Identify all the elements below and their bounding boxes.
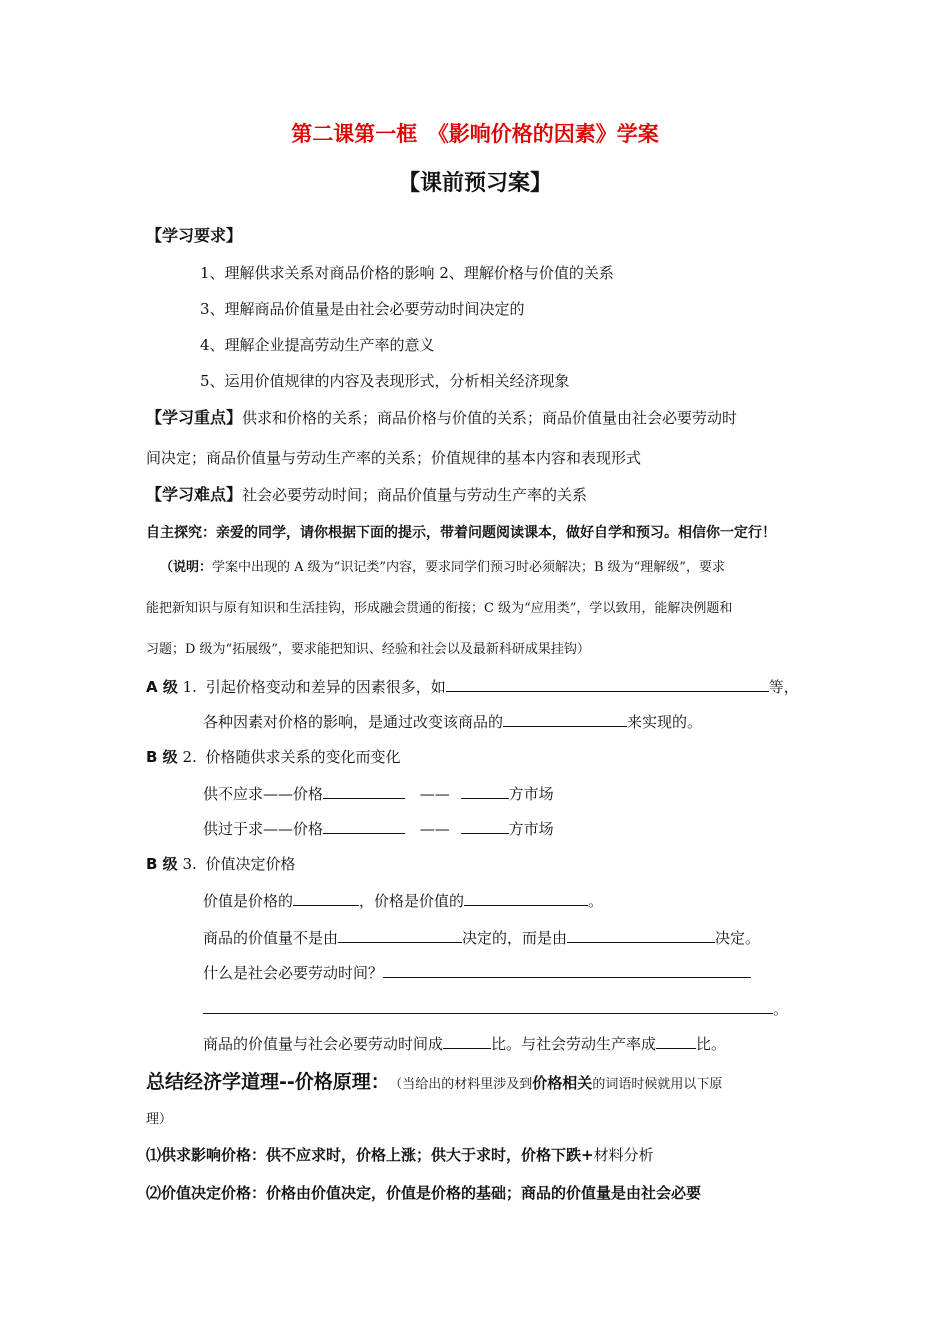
question-text: 。 — [773, 1000, 789, 1018]
note-label: （说明： — [160, 560, 213, 575]
question-number: 2. — [182, 748, 197, 766]
question-1-continued — [203, 711, 702, 732]
answer-blank[interactable] — [383, 962, 751, 978]
answer-blank[interactable] — [656, 1033, 696, 1049]
requirement-item: 4、理解企业提高劳动生产率的意义 — [200, 336, 435, 354]
requirement-item: 3、理解商品价值量是由社会必要劳动时间决定的 — [200, 300, 525, 318]
summary-note-continued: 理） — [146, 1112, 173, 1127]
question-text: 供过于求——价格 — [203, 820, 324, 838]
difficulties-text: 社会必要劳动时间；商品价值量与劳动生产率的关系 — [242, 486, 588, 504]
question-text: 价值决定价格 — [205, 855, 296, 873]
question-text: 各种因素对价格的影响，是通过改变该商品的 — [203, 713, 504, 731]
question-3 — [146, 854, 296, 874]
difficulties — [146, 485, 587, 505]
summary-note-bold: 价格相关 — [532, 1074, 593, 1092]
answer-blank[interactable] — [323, 818, 405, 834]
question-number: 3. — [182, 855, 197, 873]
summary-note: （当给出的材料里涉及到 — [395, 1077, 533, 1092]
question-text: 。 — [588, 892, 604, 910]
question-text: 来实现的。 — [627, 713, 703, 731]
answer-blank[interactable] — [503, 711, 627, 727]
note-text: 学案中出现的 A 级为“识记类”内容，要求同学们预习时必须解决；B 级为“理解级”，要求 — [212, 560, 725, 575]
answer-blank[interactable] — [446, 676, 769, 692]
answer-blank[interactable] — [464, 890, 588, 906]
answer-blank[interactable] — [293, 890, 359, 906]
question-3-row — [203, 1033, 726, 1054]
question-level: B 级 — [146, 855, 178, 873]
question-text: 方市场 — [508, 820, 554, 838]
key-points-heading: 【学习重点】 — [146, 408, 243, 427]
question-text: 价值是价格的 — [203, 892, 294, 910]
question-2-row — [203, 818, 554, 839]
requirement-item: 5、运用价值规律的内容及表现形式，分析相关经济现象 — [200, 372, 570, 390]
question-text: 方市场 — [508, 785, 554, 803]
question-text: 决定。 — [715, 929, 761, 947]
note-line: 习题；D 级为“拓展级”，要求能把知识、经验和社会以及最新科研成果挂钩） — [146, 642, 590, 657]
question-1 — [146, 676, 799, 697]
question-2 — [146, 747, 401, 767]
question-3-row — [203, 927, 760, 948]
question-text: 决定的，而是由 — [462, 929, 568, 947]
requirements-heading: 【学习要求】 — [146, 226, 243, 245]
question-text: 商品的价值量与社会必要劳动时间成 — [203, 1035, 444, 1053]
principle-2: ⑵价值决定价格：价格由价值决定，价值是价格的基础；商品的价值量是由社会必要 — [146, 1184, 702, 1202]
answer-blank[interactable] — [461, 818, 509, 834]
question-text: 什么是社会必要劳动时间？ — [203, 964, 384, 982]
key-points-text-continued: 间决定；商品价值量与劳动生产率的关系；价值规律的基本内容和表现形式 — [146, 449, 642, 467]
answer-blank[interactable] — [443, 1033, 491, 1049]
answer-blank[interactable] — [323, 783, 405, 799]
question-text: 比。 — [696, 1035, 727, 1053]
key-points — [146, 408, 737, 428]
dash-text: —— — [419, 785, 450, 803]
question-text: 引起价格变动和差异的因素很多，如 — [205, 678, 446, 696]
question-text: 等， — [768, 678, 799, 696]
question-2-row — [203, 783, 554, 804]
note-line: 能把新知识与原有知识和生活挂钩，形成融会贯通的衔接；C 级为“应用类”，学以致用，能解决例题和 — [146, 601, 733, 616]
summary-note: 的词语时候就用以下原 — [592, 1077, 723, 1092]
answer-blank[interactable] — [461, 783, 509, 799]
question-text: 比。与社会劳动生产率成 — [491, 1035, 657, 1053]
answer-blank[interactable] — [338, 927, 462, 943]
dash-text: —— — [419, 820, 450, 838]
question-3-row — [203, 962, 751, 983]
question-3-row — [203, 998, 788, 1019]
requirement-item: 1、理解供求关系对商品价格的影响 2、理解价格与价值的关系 — [200, 264, 614, 282]
question-text: 价格随供求关系的变化而变化 — [205, 748, 401, 766]
key-points-text: 供求和价格的关系；商品价格与价值的关系；商品价值量由社会必要劳动时 — [242, 409, 738, 427]
page-title: 第二课第一框 《影响价格的因素》学案 — [291, 122, 659, 146]
summary-heading-line — [146, 1070, 722, 1097]
principle-text: ⑴供求影响价格：供不应求时，价格上涨；供大于求时，价格下跌+ — [146, 1146, 594, 1164]
question-text: 商品的价值量不是由 — [203, 929, 339, 947]
question-number: 1. — [182, 678, 197, 696]
question-level: A 级 — [146, 678, 178, 696]
summary-heading: 总结经济学道理--价格原理： — [146, 1071, 390, 1093]
principle-tail: 材料分析 — [593, 1146, 654, 1164]
answer-blank[interactable] — [203, 998, 773, 1014]
answer-blank[interactable] — [567, 927, 715, 943]
section-title: 【课前预习案】 — [397, 171, 552, 196]
note-line — [160, 558, 725, 578]
question-text: 供不应求——价格 — [203, 785, 324, 803]
self-study-prompt: 自主探究：亲爱的同学，请你根据下面的提示，带着问题阅读课本，做好自学和预习。相信你一定行！ — [146, 525, 776, 541]
question-level: B 级 — [146, 748, 178, 766]
difficulties-heading: 【学习难点】 — [146, 485, 243, 504]
question-text: ，价格是价值的 — [359, 892, 465, 910]
question-3-row — [203, 890, 603, 911]
principle-1 — [146, 1145, 654, 1165]
